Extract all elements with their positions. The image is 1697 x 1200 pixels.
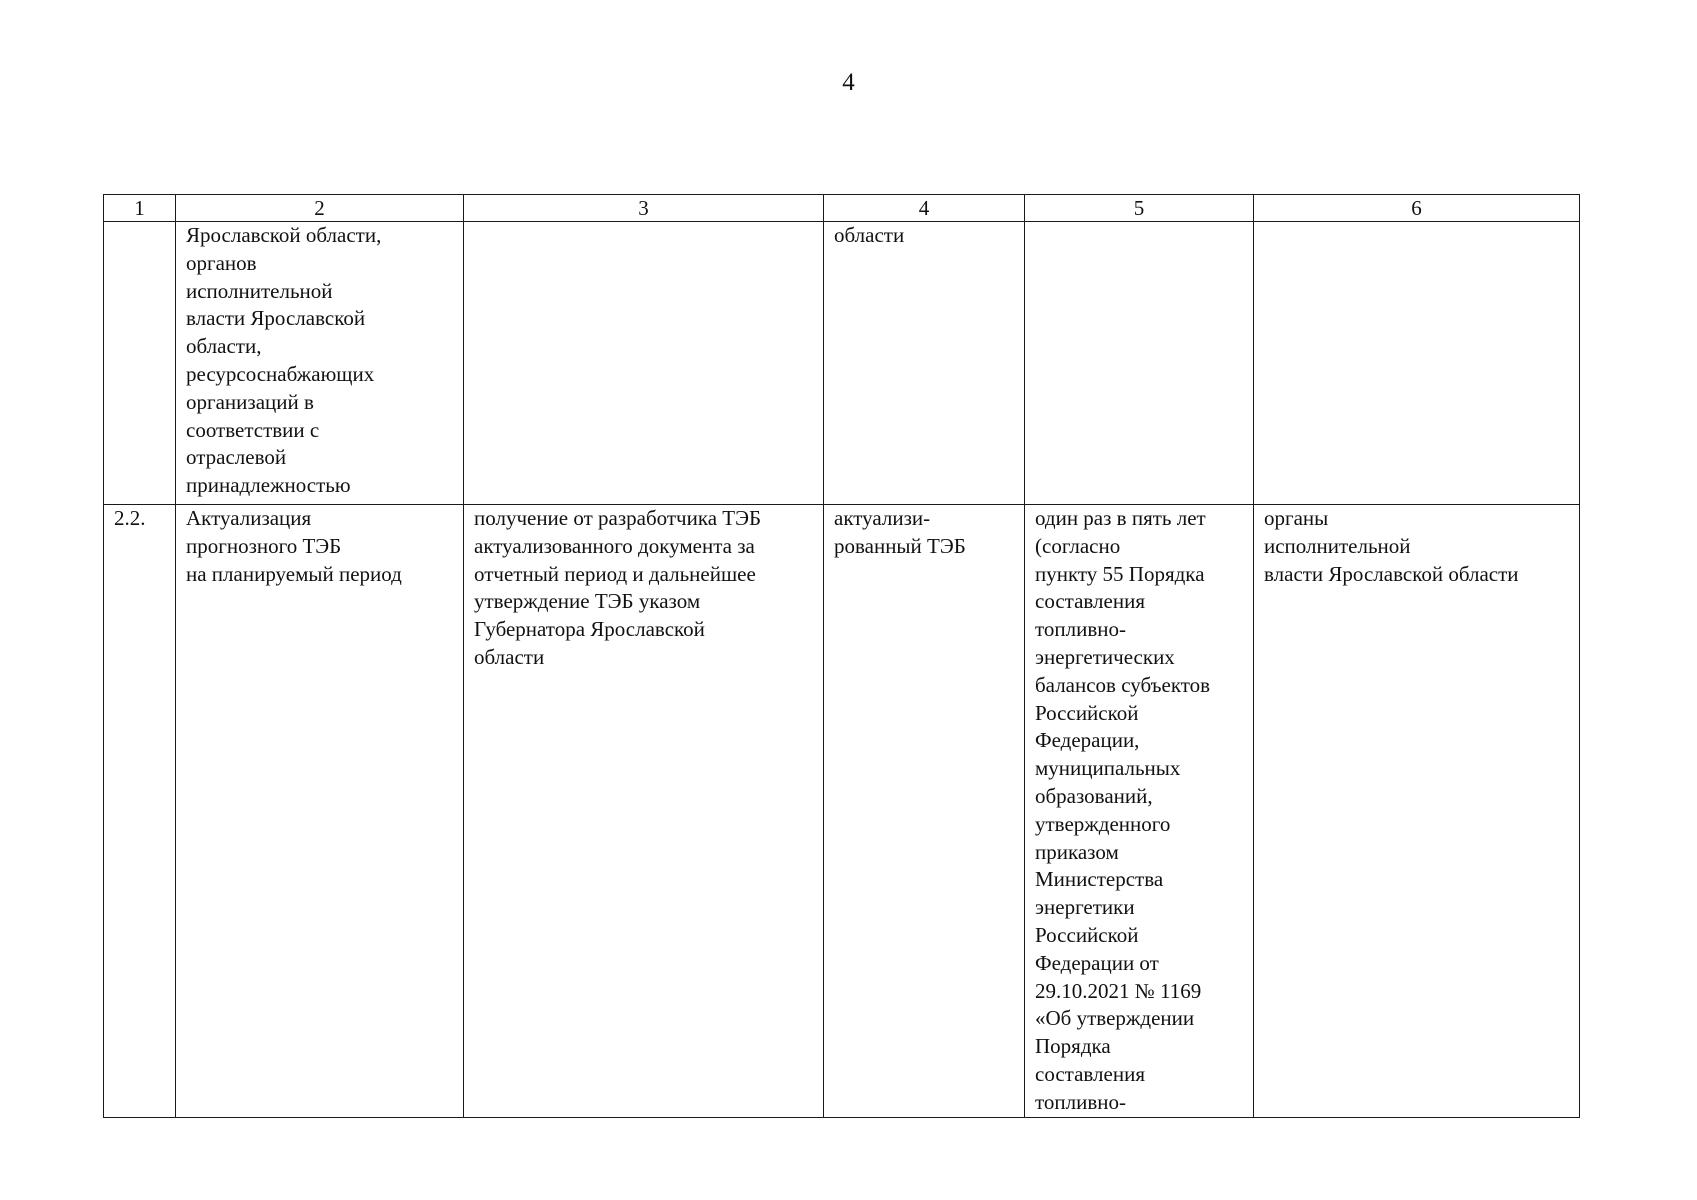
row-number-cell: 2.2. (104, 505, 176, 1118)
column-header-1: 1 (104, 195, 176, 222)
deadline-cell (1025, 222, 1254, 505)
page-number: 4 (842, 69, 855, 96)
result-cell: актуализи- рованный ТЭБ (824, 505, 1025, 1118)
table-row (104, 222, 1580, 505)
event-name-cell: Ярославской области, органов исполнительной власти Ярославской области, ресурсоснабжающих организаций в соответствии с отраслевой принадлежностью (176, 222, 464, 505)
result-cell: области (824, 222, 1025, 505)
column-header-2: 2 (176, 195, 464, 222)
content-cell (464, 222, 824, 505)
plan-table (103, 194, 1580, 1118)
row-number-cell (104, 222, 176, 505)
column-header-3: 3 (464, 195, 824, 222)
table-header-row (104, 195, 1580, 222)
deadline-cell: один раз в пять лет (согласно пункту 55 Порядка составления топливно- энергетических балансов субъектов Российской Федерации, муниципальных образований, утвержденного приказом Министерства энергетики Российской Федерации от 29.10.2021 № 1169 «Об утверждении Порядка составления топливно- (1025, 505, 1254, 1118)
column-header-4: 4 (824, 195, 1025, 222)
column-header-5: 5 (1025, 195, 1254, 222)
event-name-cell: Актуализация прогнозного ТЭБ на планируемый период (176, 505, 464, 1118)
responsible-cell: органы исполнительной власти Ярославской области (1254, 505, 1580, 1118)
column-header-6: 6 (1254, 195, 1580, 222)
content-cell: получение от разработчика ТЭБ актуализованного документа за отчетный период и дальнейшее утверждение ТЭБ указом Губернатора Ярославской области (464, 505, 824, 1118)
table-row (104, 505, 1580, 1118)
responsible-cell (1254, 222, 1580, 505)
